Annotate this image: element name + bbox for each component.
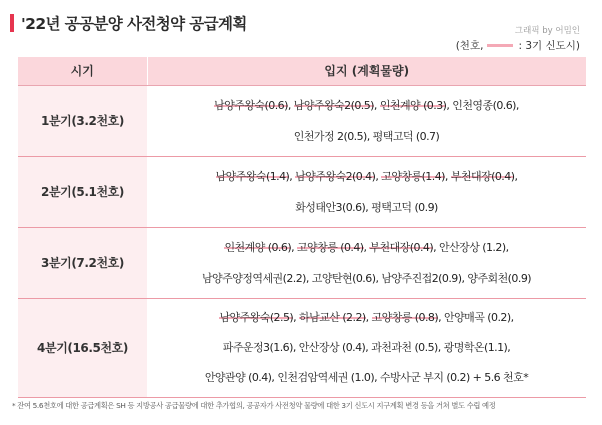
new-town-site: 고양창릉 (0.8)	[371, 310, 439, 324]
legend-description: : 3기 신도시)	[518, 40, 580, 52]
graphic-credit: 그래픽 by 어밈인	[514, 26, 580, 36]
new-town-site: 남양주왕숙2(0.4)	[295, 169, 376, 183]
title-accent-bar	[10, 14, 14, 32]
location-text: ,	[444, 169, 451, 183]
new-town-site: 인천계양 (0.6)	[224, 240, 292, 254]
period-cell: 4분기(16.5천호)	[18, 298, 147, 397]
location-line	[149, 90, 584, 121]
location-text: ,	[514, 169, 518, 183]
footnote: * 잔여 5.6천호에 대한 공급계획은 SH 등 지방공사 공급물량에 대한 추가협의, 공공자가 사전청약 물량에 대한 3기 신도시 지구계획 변경 등을 거쳐 별도 수립 예정	[12, 401, 496, 410]
title-area	[10, 12, 247, 34]
location-line	[149, 303, 584, 333]
period-cell: 1분기(3.2천호)	[18, 85, 147, 156]
location-text: ,	[293, 310, 300, 324]
legend	[456, 38, 580, 53]
location-text: ,	[375, 169, 382, 183]
location-line	[149, 232, 584, 263]
location-cell	[147, 85, 586, 156]
new-town-site: 부천대장(0.4)	[369, 240, 434, 254]
location-line	[149, 161, 584, 192]
location-text: ,	[287, 98, 294, 112]
location-text: ,	[289, 169, 296, 183]
table-row	[18, 298, 586, 397]
location-text: ,	[363, 240, 370, 254]
table-row	[18, 156, 586, 227]
location-text: ,	[365, 310, 372, 324]
page-title: '22년 공공분양 사전청약 공급계획	[21, 15, 247, 33]
new-town-site: 남양주왕숙2(0.5)	[293, 98, 374, 112]
location-line	[149, 121, 584, 152]
location-text: 파주운정3(1.6), 안산장상 (0.4), 과천과천 (0.5), 광명학온(1.1),	[222, 340, 511, 354]
table-body	[18, 85, 586, 397]
period-cell: 3분기(7.2천호)	[18, 227, 147, 298]
location-line	[149, 363, 584, 393]
period-cell: 2분기(5.1천호)	[18, 156, 147, 227]
location-text: 안양관양 (0.4), 인천검암역세권 (1.0), 수방사군 부지 (0.2) + 5.6 천호*	[204, 370, 529, 384]
new-town-site: 고양창릉(1.4)	[381, 169, 445, 183]
table-row	[18, 227, 586, 298]
header-location: 입지 (계획물량)	[147, 57, 586, 85]
new-town-site: 남양주왕숙(2.5)	[219, 310, 294, 324]
new-town-site: 인천계양 (0.3)	[379, 98, 447, 112]
location-line	[149, 192, 584, 223]
location-text: 인천가정 2(0.5), 평택고덕 (0.7)	[293, 129, 440, 143]
location-line	[149, 263, 584, 294]
legend-unit-label: (천호,	[455, 40, 484, 52]
location-text: , 안산장상 (1.2),	[433, 240, 509, 254]
location-cell	[147, 227, 586, 298]
table-row	[18, 85, 586, 156]
location-cell	[147, 298, 586, 397]
supply-plan-table	[18, 57, 586, 398]
header-period: 시기	[18, 57, 147, 85]
new-town-site: 하남교산 (2.2)	[299, 310, 366, 324]
location-text: 화성태안3(0.6), 평택고덕 (0.9)	[295, 200, 438, 214]
location-line	[149, 333, 584, 363]
location-text: 남양주양정역세권(2.2), 고양탄현(0.6), 남양주진접2(0.9), 양주회천(0.9)	[201, 271, 532, 285]
legend-highlight-swatch	[487, 44, 513, 47]
location-cell	[147, 156, 586, 227]
location-text: ,	[373, 98, 380, 112]
location-text: ,	[291, 240, 297, 254]
new-town-site: 남양주왕숙(0.6)	[214, 98, 288, 112]
new-town-site: 고양창릉 (0.4)	[296, 240, 364, 254]
new-town-site: 남양주왕숙(1.4)	[215, 169, 290, 183]
location-text: , 인천영종(0.6),	[446, 98, 519, 112]
new-town-site: 부천대장(0.4)	[450, 169, 515, 183]
table-header-row	[18, 57, 586, 85]
location-text: , 안양매곡 (0.2),	[438, 310, 514, 324]
